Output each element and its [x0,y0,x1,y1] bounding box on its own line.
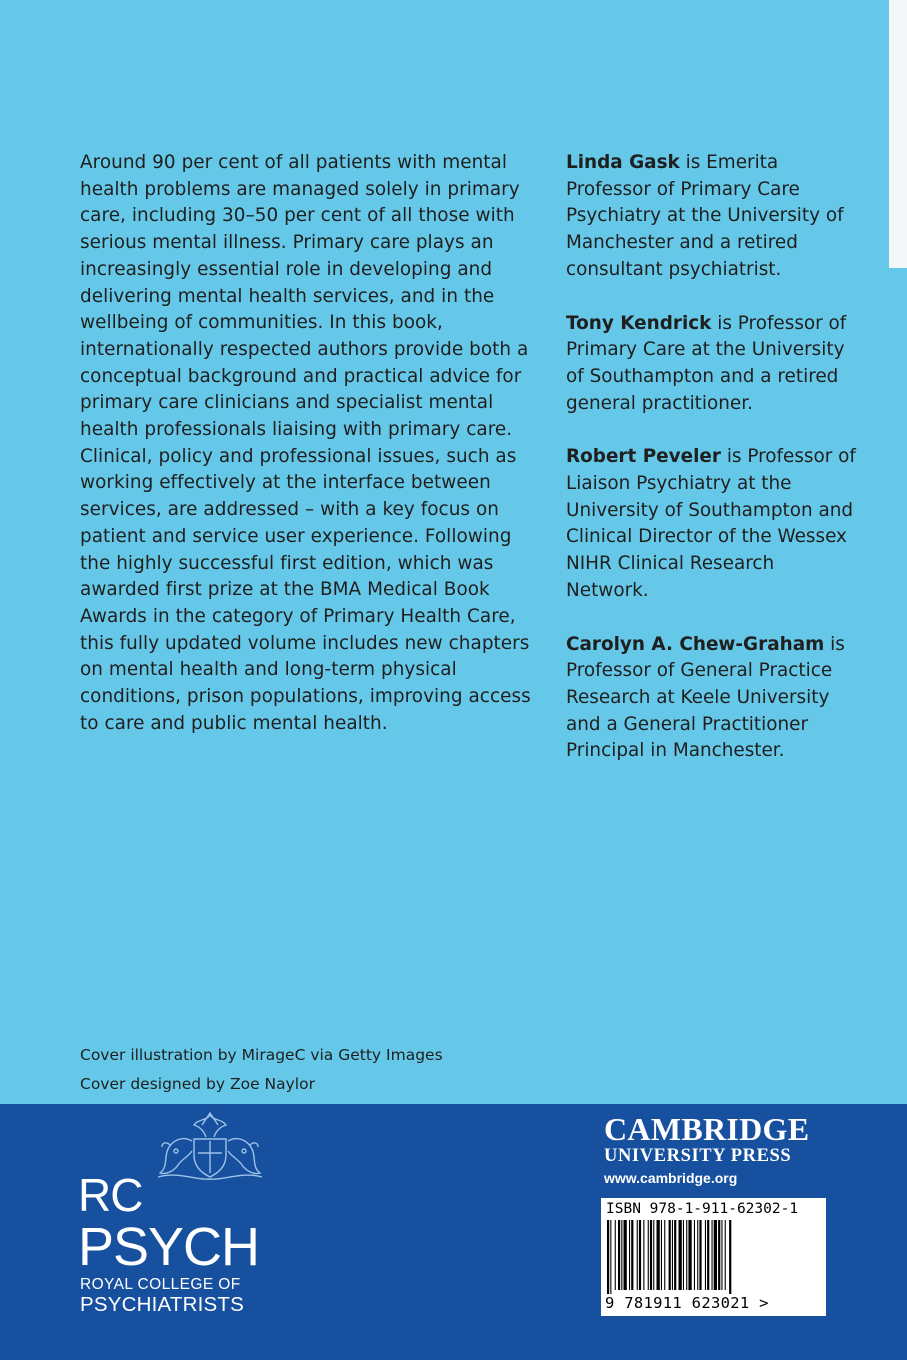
publisher-name: CAMBRIDGE [604,1111,810,1147]
barcode-bar [648,1220,649,1290]
illustration-credit: Cover illustration by MirageC via Getty Images [80,1046,443,1064]
barcode-bar [699,1220,701,1290]
author-name: Carolyn A. Chew-Graham [566,633,825,655]
barcode-bar [679,1220,682,1290]
author-description: is Emerita Professor of Primary Care Psychiatry at the University of Manchester and a retired consultant psychiatrist. [566,152,844,280]
publisher-url: www.cambridge.org [604,1170,738,1186]
rcpsych-logo-psych: PSYCH [78,1217,260,1277]
barcode-bar [721,1220,722,1290]
author-name: Linda Gask [566,152,680,173]
barcode-bar [694,1220,695,1290]
rcpsych-logo-rc: RC [78,1169,143,1221]
coat-of-arms-icon [148,1111,273,1181]
author-bios [566,150,856,792]
barcode-bar [683,1220,684,1290]
barcode-bar [686,1220,687,1290]
barcode-bar [661,1220,662,1290]
barcode-bar [725,1220,726,1290]
barcode-bar [672,1220,673,1290]
barcode-bar [629,1220,630,1290]
barcode-digits: 9 781911 623021 > [605,1294,769,1312]
barcode-bar [697,1220,698,1290]
author-bio [566,150,856,284]
barcode-bar [643,1220,644,1290]
author-bio [566,444,856,604]
barcode-bar [607,1220,609,1294]
cover-credits [80,1041,443,1099]
spine-edge [889,0,907,268]
barcode-bar [624,1220,627,1290]
author-description: is Professor of General Practice Research at Keele University and a General Practitioner Principal in Manchester. [566,633,845,762]
barcode [601,1198,826,1316]
barcode-bar [653,1220,654,1290]
design-credit: Cover designed by Zoe Naylor [80,1075,315,1093]
isbn-label: ISBN 978-1-911-62302-1 [606,1201,799,1217]
barcode-bar [688,1220,691,1290]
barcode-bar [650,1220,652,1290]
author-name: Robert Peveler [566,446,721,468]
rcpsych-logo-line1: ROYAL COLLEGE OF [80,1276,241,1293]
barcode-bar [705,1220,706,1290]
barcode-bar [639,1220,641,1290]
barcode-bar [637,1220,638,1290]
author-name: Tony Kendrick [566,312,712,334]
barcode-bar [664,1220,665,1290]
author-bio [566,311,856,418]
author-description: is Professor of Liaison Psychiatry at the University of Southampton and Clinical Director of the Wessex NIHR Clinical Research Network. [566,446,856,601]
author-description: is Professor of Primary Care at the University of Southampton and a retired general practitioner. [566,312,847,414]
barcode-bar [707,1220,709,1290]
barcode-bar [631,1220,633,1290]
publisher-press: UNIVERSITY PRESS [604,1146,792,1166]
barcode-bar [712,1220,713,1290]
barcode-bar [718,1220,720,1290]
blurb [80,150,542,737]
barcode-bar [621,1220,622,1290]
barcode-bars [607,1220,820,1294]
author-bio [566,632,856,766]
barcode-bar [674,1220,676,1290]
barcode-bar [657,1220,660,1290]
barcode-bar [729,1220,731,1294]
barcode-bar [669,1220,671,1290]
barcode-bar [615,1220,616,1290]
barcode-bar [610,1220,611,1294]
rcpsych-logo-line2: PSYCHIATRISTS [80,1293,244,1316]
barcode-bar [618,1220,620,1290]
blurb-text: Around 90 per cent of all patients with mental health problems are managed solely in primary care, including 30–50 per cent of all those with serious mental illness. Primary care plays an increasingly essential role in developing and delivering mental health services, and in the wellbeing of communities. In this book, internationally respected authors provide both a conceptual background and practical advice for primary care clinicians and specialist mental health professionals liaising with primary care. Clinical, policy and professional issues, such as working effectively at the interface between services, are addressed – with a key focus on patient and service user experience. Following the highly successful first edition, which was awarded first prize at the BMA Medical Book Awards in the category of Primary Health Care, this fully updated volume includes new chapters on mental health and long-term physical conditions, prison populations, improving access to care and public mental health. [80,152,531,734]
barcode-bar [714,1220,717,1290]
